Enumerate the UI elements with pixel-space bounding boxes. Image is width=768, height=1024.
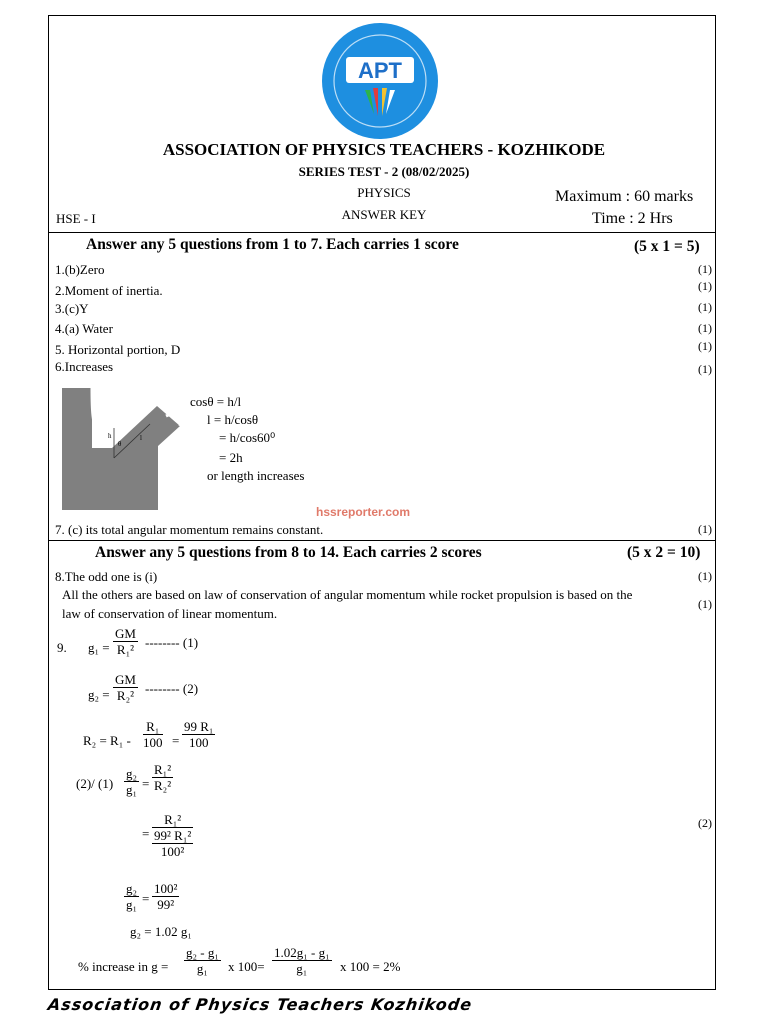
mark-2: (1) [698,279,712,293]
q9-eq2-fraction [113,672,138,703]
q9-eq8-num2: 1.02g₁ - g₁ [274,945,330,960]
class-label: HSE - I [56,211,96,226]
q9-eq3-num2: 99 R₁ [184,719,214,734]
mark-1: (1) [698,262,712,276]
diagram-label-h: h [108,432,112,440]
q9-eq4-eq: = [142,776,150,791]
q9-eq1-fraction [113,626,138,657]
answer-2: 2.Moment of inertia. [55,283,163,298]
q9-eq1-den: R₁² [116,642,135,657]
max-marks: Maximum : 60 marks [555,188,694,205]
mark-5: (1) [698,339,712,353]
q9-eq5-eq: = [142,826,150,841]
q9-eq3-den2: 100 [188,735,209,750]
answer-8-explanation-line1: All the others are based on law of conservation of angular momentum while rocket propulsion is based on the [62,587,633,602]
answer-6: 6.Increases [55,359,114,374]
q6-working-1: cosθ = h/l [190,394,242,409]
q9-eq6-eq: = [142,891,150,906]
answer-8: 8.The odd one is (i) [55,569,158,584]
q9-eq8-mid: x 100= [228,959,265,974]
logo-text: APT [358,58,402,83]
q9-eq2-num: GM [115,672,136,687]
answer-7: 7. (c) its total angular momentum remains constant. [55,522,324,537]
section1-title: Answer any 5 questions from 1 to 7. Each carries 1 score [86,236,459,253]
q9-eq4-num1: g₂ [126,766,138,781]
q6-working-2: l = h/cosθ [207,412,259,427]
mark-7: (1) [698,522,712,536]
q9-eq1-lhs: g₁ = [88,640,110,655]
q9-eq3-fraction2 [182,719,215,750]
q9-eq3-eq: = [172,733,180,748]
q6-working-4: = 2h [219,450,243,465]
organization-title: ASSOCIATION OF PHYSICS TEACHERS - KOZHIKODE [162,140,606,159]
answer-3: 3.(c)Y [55,301,89,316]
q9-eq4-den2: R₂² [154,778,172,793]
q9-eq8-num1: g₂ - g₁ [186,945,219,960]
mark-9: (2) [698,816,712,830]
answer-8-explanation-line2: law of conservation of linear momentum. [62,606,278,621]
watermark: hssreporter.com [316,505,411,519]
answer-key-label: ANSWER KEY [341,207,427,222]
section2-score: (5 x 2 = 10) [627,544,701,561]
answer-1: 1.(b)Zero [55,262,105,277]
q9-eq8-fraction1 [184,945,221,976]
q9-eq6-fraction2 [152,881,179,912]
mark-3: (1) [698,300,712,314]
q9-eq8-den2: g₁ [296,961,308,976]
apt-logo [320,22,440,140]
mark-8-explanation: (1) [698,597,712,611]
mark-6: (1) [698,362,712,376]
q9-eq4-num2: R₁² [154,762,172,777]
q9-eq2-tag: -------- (2) [145,681,199,696]
q9-eq4-prefix: (2)/ (1) [76,776,114,791]
answer-5: 5. Horizontal portion, D [55,342,181,357]
q9-eq5-fraction [152,812,193,859]
q6-working-3: = h/cos60⁰ [219,430,276,445]
q9-eq8-den1: g₁ [196,961,208,976]
q9-eq8-end: x 100 = 2% [340,959,401,974]
diagram-label-theta: θ [118,440,122,448]
footer-signature: Association of Physics Teachers Kozhikode [46,995,474,1014]
q9-eq3-den1: 100 [143,735,163,750]
q9-eq1-tag: -------- (1) [145,635,199,650]
q9-eq6-fraction1 [124,881,139,912]
q9-eq4-fraction1 [124,766,139,797]
q9-eq1-num: GM [115,626,136,641]
answer-4: 4.(a) Water [55,321,113,336]
q9-eq6-den2: 99² [157,897,175,912]
subject: PHYSICS [357,185,411,200]
section2-title: Answer any 5 questions from 8 to 14. Each carries 2 scores [95,544,482,561]
q9-eq8-fraction2 [272,945,332,976]
q9-eq2-lhs: g₂ = [88,687,110,702]
q9-eq6-den1: g₁ [126,897,138,912]
time-limit: Time : 2 Hrs [592,210,673,227]
q9-number: 9. [57,640,67,655]
q9-eq7: g₂ = 1.02 g₁ [130,924,192,939]
q9-eq5-num: R₁² [152,812,193,828]
q9-eq3-lhs: R₂ = R₁ - [83,733,131,748]
q9-eq2-den: R₂² [116,688,135,703]
q9-eq5-den: 99² R₁² [154,828,192,843]
q9-eq4-den1: g₁ [126,782,138,797]
q9-eq6-num2: 100² [154,881,178,896]
section1-score: (5 x 1 = 5) [634,238,700,255]
q9-eq8-lhs: % increase in g = [78,959,169,974]
q9-eq4-fraction2 [152,762,173,793]
q9-eq3-fraction1 [143,719,163,750]
section-divider [48,540,716,541]
header-divider [48,232,716,233]
q9-eq3-num1: R₁ [143,719,163,735]
diagram-label-l: l [140,434,142,442]
series-test: SERIES TEST - 2 (08/02/2025) [298,164,470,179]
mark-4: (1) [698,321,712,335]
q6-working-5: or length increases [207,468,305,483]
u-tube-diagram [62,388,194,510]
q9-eq5-den2: 100² [160,844,185,859]
mark-8: (1) [698,569,712,583]
q9-eq6-num1: g₂ [126,881,138,896]
